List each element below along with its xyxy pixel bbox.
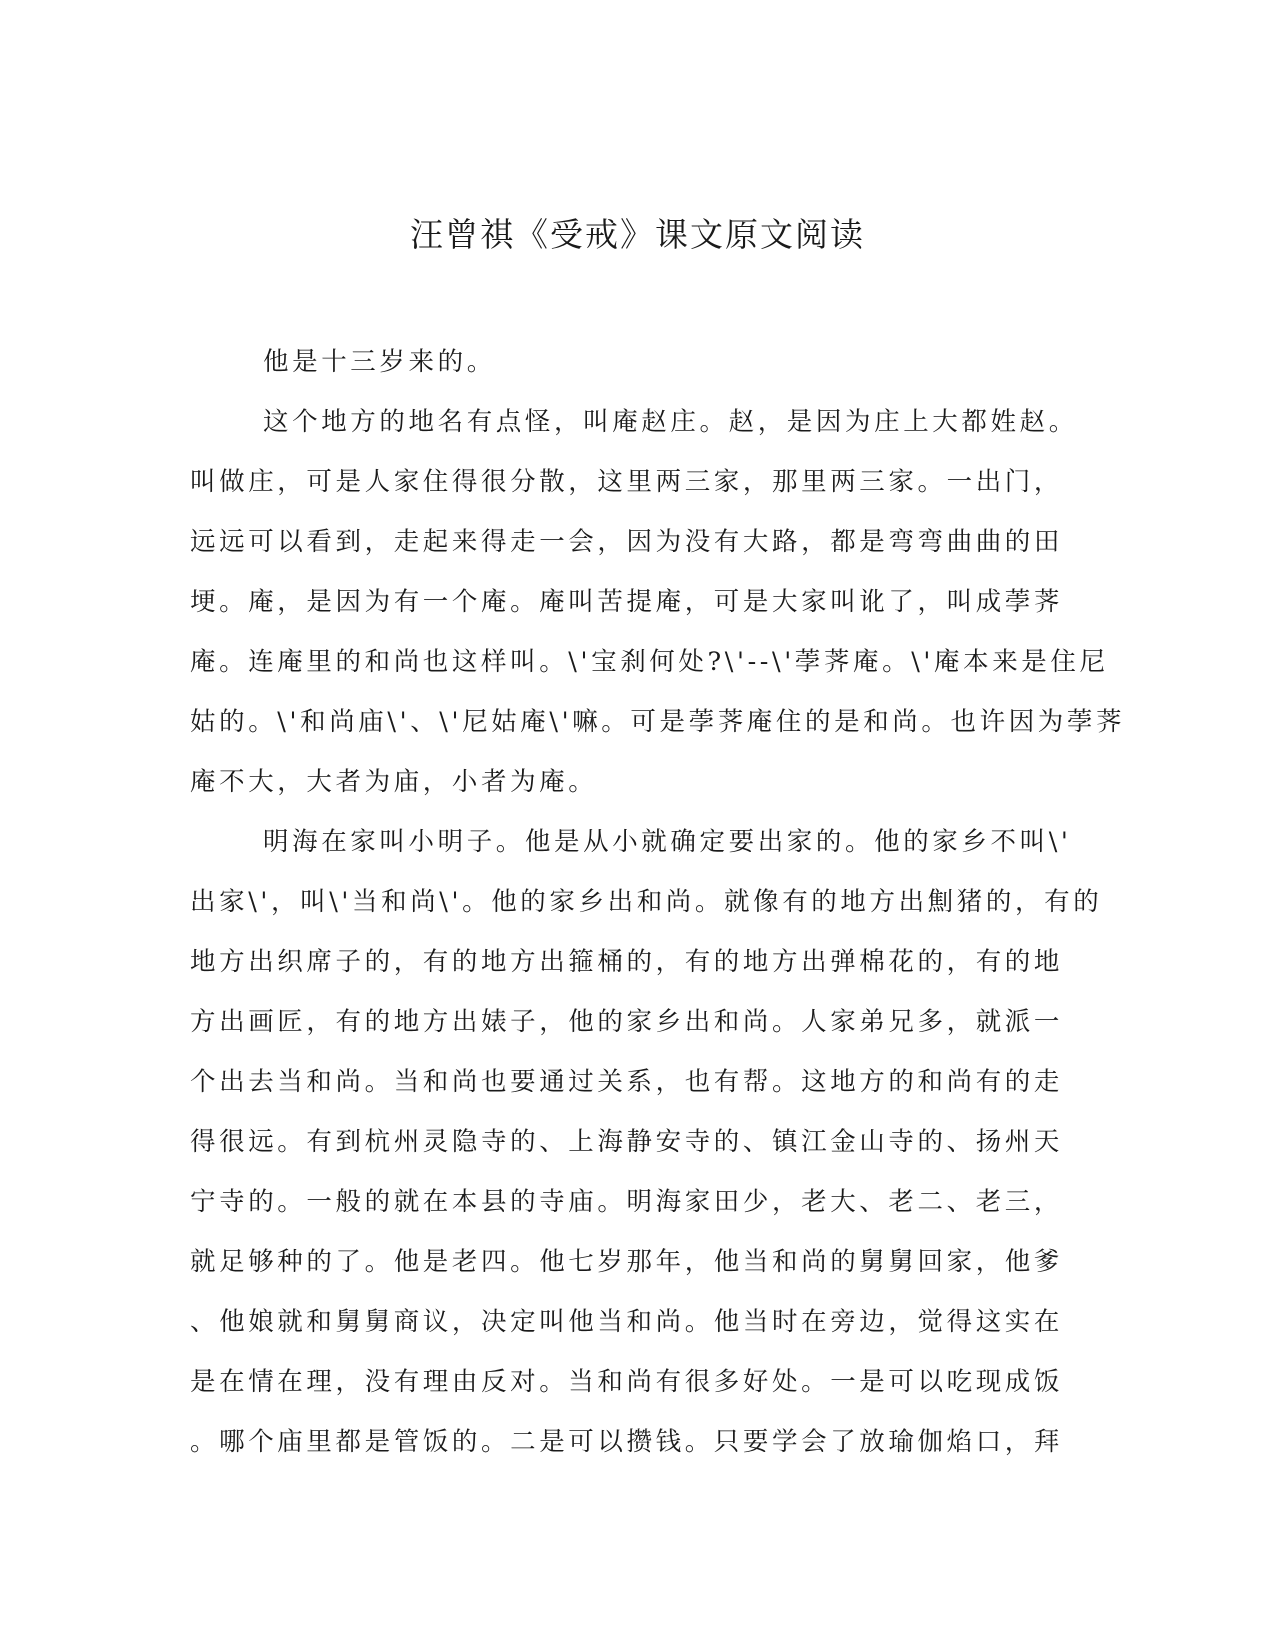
text-line: 个出去当和尚。当和尚也要通过关系，也有帮。这地方的和尚有的走 [190,1067,1064,1097]
text-line: 庵。连庵里的和尚也这样叫。\'宝刹何处?\'--\'荸荠庵。\'庵本来是住尼 [190,647,1109,677]
page-title: 汪曾祺《受戒》课文原文阅读 [410,215,865,254]
text-line: 远远可以看到，走起来得走一会，因为没有大路，都是弯弯曲曲的田 [190,527,1064,557]
text-line: 姑的。\'和尚庙\'、\'尼姑庵\'嘛。可是荸荠庵住的是和尚。也许因为荸荠 [190,707,1126,737]
text-line: 庵不大，大者为庙，小者为庵。 [190,767,598,797]
text-line: 是在情在理，没有理由反对。当和尚有很多好处。一是可以吃现成饭 [190,1367,1064,1397]
text-line: 、他娘就和舅舅商议，决定叫他当和尚。他当时在旁边，觉得这实在 [190,1307,1064,1337]
text-line: 埂。庵，是因为有一个庵。庵叫苦提庵，可是大家叫讹了，叫成荸荠 [190,587,1064,617]
text-line: 他是十三岁来的。 [263,347,496,377]
text-line: 明海在家叫小明子。他是从小就确定要出家的。他的家乡不叫\' [263,827,1072,857]
text-line: 就足够种的了。他是老四。他七岁那年，他当和尚的舅舅回家，他爹 [190,1247,1064,1277]
article-body [190,332,1126,1472]
text-line: 地方出织席子的，有的地方出箍桶的，有的地方出弹棉花的，有的地 [190,947,1064,977]
text-line: 宁寺的。一般的就在本县的寺庙。明海家田少，老大、老二、老三， [190,1187,1064,1217]
text-line: 出家\'，叫\'当和尚\'。他的家乡出和尚。就像有的地方出劁猪的，有的 [190,887,1103,917]
text-line: 方出画匠，有的地方出婊子，他的家乡出和尚。人家弟兄多，就派一 [190,1007,1064,1037]
text-line: 叫做庄，可是人家住得很分散，这里两三家，那里两三家。一出门， [190,467,1064,497]
text-line: 得很远。有到杭州灵隐寺的、上海静安寺的、镇江金山寺的、扬州天 [190,1127,1064,1157]
text-line: 这个地方的地名有点怪，叫庵赵庄。赵，是因为庄上大都姓赵。 [263,407,1078,437]
text-line: 。哪个庙里都是管饭的。二是可以攒钱。只要学会了放瑜伽焰口，拜 [190,1427,1064,1457]
